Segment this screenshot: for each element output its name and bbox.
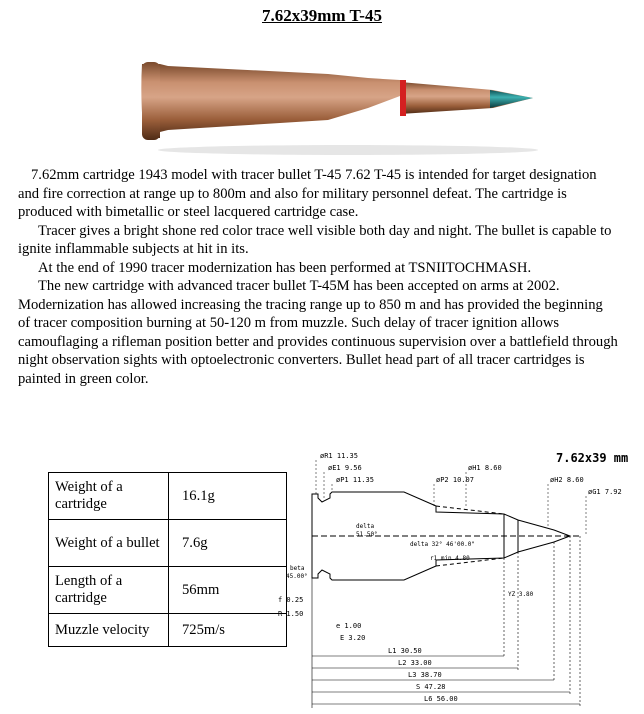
description	[18, 166, 618, 388]
dim-label: øH2 8.60	[550, 476, 584, 484]
dim-label: E 3.20	[340, 634, 366, 642]
spec-value: 56mm	[169, 567, 287, 614]
table-row	[49, 567, 287, 614]
dim-label: delta	[356, 523, 375, 530]
drawing-title: 7.62x39 mm	[556, 451, 629, 465]
dim-label: delta 32° 46'00.0"	[410, 541, 476, 548]
paragraph: The new cartridge with advanced tracer bullet T-45M has been accepted on arms at 2002. Modernization has allowed increasing the tracing range up to 850 m and has provided the beginning of tracer composition burning at 50-120 m from muzzle. Such delay of tracer ignition allows camouflaging a rifleman position better and provides continuous supervision over a battlefield through night observation sights with optoelectronic converters. Bullet head part of all tracer cartridges is painted in green color.	[18, 278, 618, 387]
paragraph: 7.62mm cartridge 1943 model with tracer bullet T-45 7.62 T-45 is intended for target designation and fire correction at range up to 800m and also for military personnel defeat. The cartridge is produced with bimetallic or steel lacquered cartridge case.	[18, 167, 597, 220]
dim-label: beta	[290, 565, 305, 572]
paragraph: Tracer gives a bright shone red color trace well visible both day and night. The bullet is capable to ignite inflammable subjects at hit in its.	[18, 222, 612, 257]
paragraph: At the end of 1990 tracer modernization has been performed at TSNIITOCHMASH.	[38, 259, 532, 276]
spec-label: Muzzle velocity	[49, 614, 169, 647]
dim-label: øP1 11.35	[336, 476, 374, 484]
spec-label: Weight of a bullet	[49, 520, 169, 567]
dim-label: øR1 11.35	[320, 452, 358, 460]
dim-label: L2 33.00	[398, 659, 432, 667]
dim-label: YZ 3.80	[508, 591, 534, 598]
green-tip	[490, 90, 533, 108]
base-dims	[278, 596, 365, 642]
dim-label: L3 38.70	[408, 671, 442, 679]
technical-drawing	[270, 446, 644, 714]
spec-table	[48, 472, 287, 647]
dim-label: øG1 7.92	[588, 488, 622, 496]
spec-value: 16.1g	[169, 473, 287, 520]
dim-label: S 47.28	[416, 683, 446, 691]
dim-label: 51.50°	[356, 531, 378, 538]
dim-label: R 1.50	[278, 610, 304, 618]
dim-label: L1 30.50	[388, 647, 422, 655]
table-row	[49, 520, 287, 567]
dim-label: 45.00°	[286, 573, 308, 580]
dim-label: L6 56.00	[424, 695, 458, 703]
spec-value: 7.6g	[169, 520, 287, 567]
table-row	[49, 614, 287, 647]
spec-value: 725m/s	[169, 614, 287, 647]
dim-label: e 1.00	[336, 622, 362, 630]
table-row	[49, 473, 287, 520]
dim-label: f 0.25	[278, 596, 304, 604]
length-labels	[388, 647, 458, 703]
page-title: 7.62x39mm T-45	[262, 6, 382, 25]
dim-label: øP2 10.07	[436, 476, 474, 484]
sealant-ring	[400, 80, 406, 116]
spec-label: Weight of a cartridge	[49, 473, 169, 520]
spec-label: Length of a cartridge	[49, 567, 169, 614]
dim-label: øE1 9.56	[328, 464, 362, 472]
dim-label: øH1 8.60	[468, 464, 502, 472]
angle-labels	[286, 523, 534, 598]
dim-label: r1 min 4.80	[430, 555, 470, 562]
cartridge-photo	[138, 50, 538, 158]
cartridge-outline	[312, 492, 580, 580]
